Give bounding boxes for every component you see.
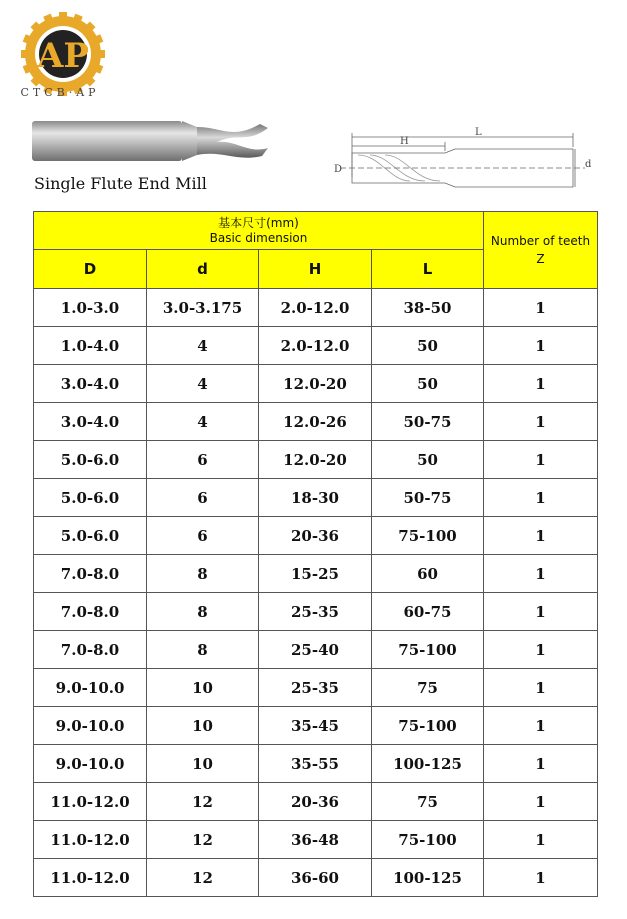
spec-table <box>33 211 598 897</box>
cell-h: 12.0-26 <box>259 403 372 441</box>
table-row <box>34 289 598 327</box>
cell-d-lower: 8 <box>147 631 259 669</box>
drawing-label-d-upper: D <box>334 164 343 175</box>
cell-h: 25-35 <box>259 593 372 631</box>
column-header-l: L <box>372 250 484 289</box>
cell-h: 25-35 <box>259 669 372 707</box>
column-header-h: H <box>259 250 372 289</box>
basic-dimension-header-en: Basic dimension <box>209 230 308 245</box>
cell-d-upper: 7.0-8.0 <box>34 593 147 631</box>
cell-h: 35-55 <box>259 745 372 783</box>
table-row <box>34 631 598 669</box>
cell-z: 1 <box>484 631 598 669</box>
cell-l: 60 <box>372 555 484 593</box>
cell-d-upper: 5.0-6.0 <box>34 517 147 555</box>
cell-d-upper: 1.0-4.0 <box>34 327 147 365</box>
cell-h: 36-60 <box>259 859 372 897</box>
cell-h: 12.0-20 <box>259 441 372 479</box>
cell-d-lower: 10 <box>147 745 259 783</box>
cell-d-upper: 9.0-10.0 <box>34 707 147 745</box>
table-row <box>34 441 598 479</box>
cell-d-lower: 8 <box>147 555 259 593</box>
cell-d-lower: 10 <box>147 669 259 707</box>
table-row <box>34 479 598 517</box>
cell-h: 2.0-12.0 <box>259 289 372 327</box>
cell-d-upper: 1.0-3.0 <box>34 289 147 327</box>
cell-l: 75-100 <box>372 707 484 745</box>
cell-z: 1 <box>484 821 598 859</box>
cell-d-lower: 12 <box>147 821 259 859</box>
table-row <box>34 745 598 783</box>
cell-l: 50 <box>372 441 484 479</box>
teeth-header-symbol: Z <box>536 252 545 266</box>
cell-d-upper: 11.0-12.0 <box>34 859 147 897</box>
cell-z: 1 <box>484 327 598 365</box>
table-row <box>34 555 598 593</box>
drawing-label-l: L <box>475 127 482 138</box>
table-row <box>34 327 598 365</box>
cell-d-upper: 11.0-12.0 <box>34 821 147 859</box>
drawing-label-h: H <box>400 136 409 147</box>
cell-h: 18-30 <box>259 479 372 517</box>
cell-h: 12.0-20 <box>259 365 372 403</box>
cell-d-lower: 6 <box>147 517 259 555</box>
cell-d-lower: 3.0-3.175 <box>147 289 259 327</box>
table-row <box>34 783 598 821</box>
cell-h: 36-48 <box>259 821 372 859</box>
cell-l: 50 <box>372 365 484 403</box>
cell-d-upper: 5.0-6.0 <box>34 441 147 479</box>
column-header-d-upper: D <box>34 250 147 289</box>
table-row <box>34 403 598 441</box>
basic-dimension-header-cn: 基本尺寸(mm) <box>218 215 299 230</box>
cell-l: 50 <box>372 327 484 365</box>
teeth-header <box>484 212 598 289</box>
basic-dimension-header <box>34 212 484 250</box>
cell-h: 15-25 <box>259 555 372 593</box>
logo-letters: AP <box>37 36 89 76</box>
table-row <box>34 669 598 707</box>
cell-l: 100-125 <box>372 859 484 897</box>
cell-z: 1 <box>484 403 598 441</box>
table-row <box>34 517 598 555</box>
cell-l: 50-75 <box>372 403 484 441</box>
cell-z: 1 <box>484 555 598 593</box>
cell-z: 1 <box>484 859 598 897</box>
table-row <box>34 859 598 897</box>
cell-d-lower: 6 <box>147 441 259 479</box>
cell-z: 1 <box>484 517 598 555</box>
cell-d-upper: 7.0-8.0 <box>34 631 147 669</box>
drawing-label-d-lower: d <box>585 159 592 170</box>
cell-z: 1 <box>484 441 598 479</box>
cell-d-upper: 7.0-8.0 <box>34 555 147 593</box>
cell-z: 1 <box>484 479 598 517</box>
table-row <box>34 821 598 859</box>
cell-l: 50-75 <box>372 479 484 517</box>
cell-z: 1 <box>484 593 598 631</box>
cell-l: 75-100 <box>372 821 484 859</box>
cell-d-lower: 4 <box>147 365 259 403</box>
product-title: Single Flute End Mill <box>34 174 207 193</box>
cell-h: 20-36 <box>259 517 372 555</box>
cell-h: 35-45 <box>259 707 372 745</box>
cell-d-upper: 9.0-10.0 <box>34 669 147 707</box>
cell-z: 1 <box>484 365 598 403</box>
cell-z: 1 <box>484 745 598 783</box>
table-row <box>34 707 598 745</box>
cell-l: 38-50 <box>372 289 484 327</box>
cell-h: 20-36 <box>259 783 372 821</box>
cell-h: 2.0-12.0 <box>259 327 372 365</box>
cell-d-upper: 5.0-6.0 <box>34 479 147 517</box>
cell-d-upper: 3.0-4.0 <box>34 365 147 403</box>
cell-l: 60-75 <box>372 593 484 631</box>
cell-d-lower: 4 <box>147 403 259 441</box>
cell-l: 75-100 <box>372 517 484 555</box>
cell-z: 1 <box>484 669 598 707</box>
cell-l: 75-100 <box>372 631 484 669</box>
cell-d-upper: 3.0-4.0 <box>34 403 147 441</box>
cell-l: 100-125 <box>372 745 484 783</box>
teeth-header-label: Number of teeth <box>490 234 591 248</box>
cell-d-upper: 11.0-12.0 <box>34 783 147 821</box>
table-row <box>34 365 598 403</box>
logo-caption: CTCB·AP <box>20 86 100 99</box>
cell-d-lower: 4 <box>147 327 259 365</box>
cell-d-lower: 8 <box>147 593 259 631</box>
column-header-d-lower: d <box>147 250 259 289</box>
cell-l: 75 <box>372 669 484 707</box>
cell-d-upper: 9.0-10.0 <box>34 745 147 783</box>
table-row <box>34 593 598 631</box>
cell-z: 1 <box>484 289 598 327</box>
cell-z: 1 <box>484 783 598 821</box>
cell-d-lower: 6 <box>147 479 259 517</box>
cell-d-lower: 12 <box>147 783 259 821</box>
cell-l: 75 <box>372 783 484 821</box>
cell-d-lower: 12 <box>147 859 259 897</box>
cell-h: 25-40 <box>259 631 372 669</box>
cell-d-lower: 10 <box>147 707 259 745</box>
dimension-drawing <box>330 125 600 195</box>
cell-z: 1 <box>484 707 598 745</box>
end-mill-photo <box>32 118 272 164</box>
